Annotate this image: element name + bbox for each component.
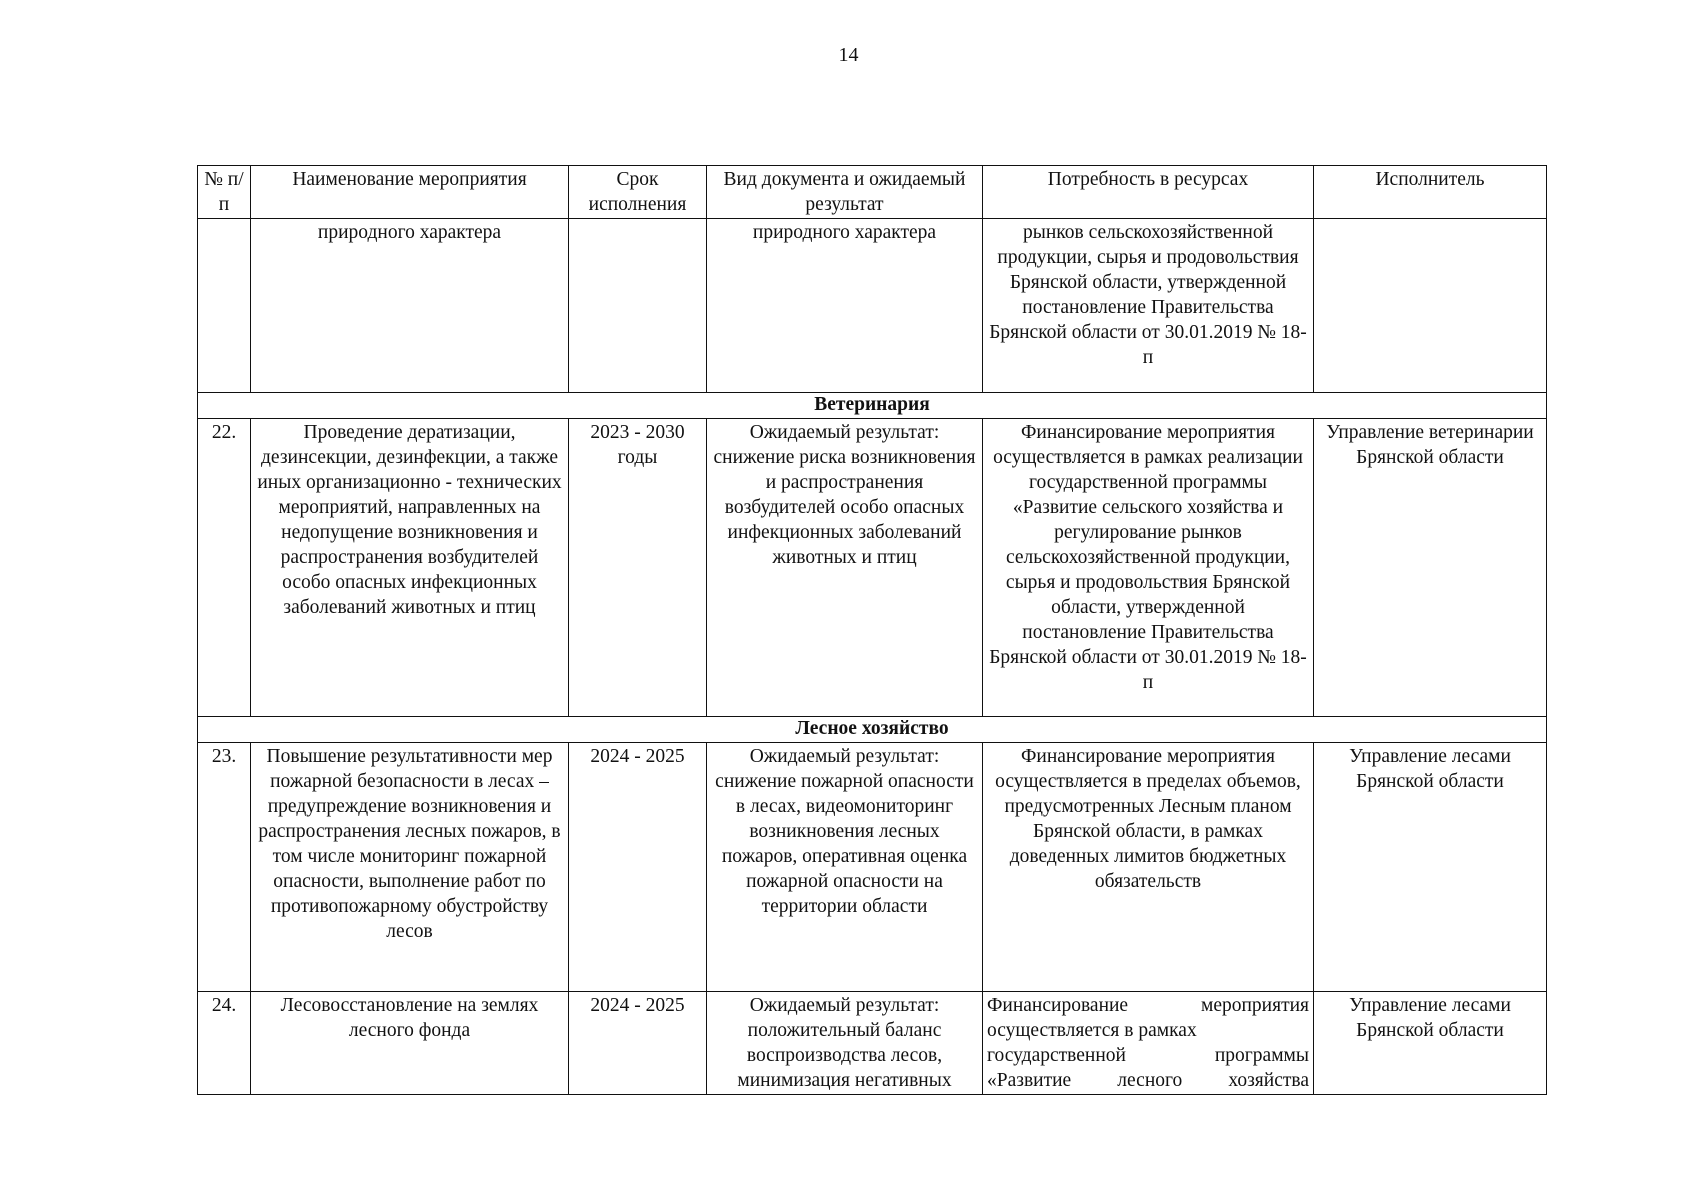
cell-term — [569, 219, 707, 393]
cell-name: Повышение результативности мер пожарной безопасности в лесах – предупреждение возникновения и распространения лесных пожаров, в том числе мониторинг пожарной опасности, выполнение работ по противопожарному обустройству лесов — [251, 743, 569, 992]
cell-resources — [983, 992, 1314, 1095]
cell-executor: Управление ветеринарии Брянской области — [1314, 419, 1547, 717]
cell-document: Ожидаемый результат: снижение риска возникновения и распространения возбудителей особо опасных инфекционных заболеваний животных и птиц — [707, 419, 983, 717]
resources-line: государственной программы — [987, 1045, 1309, 1066]
cell-name: Лесовосстановление на землях лесного фонда — [251, 992, 569, 1095]
page-number: 14 — [838, 44, 859, 66]
resources-line: осуществляется в рамках — [987, 1020, 1197, 1041]
cell-term: 2024 - 2025 — [569, 743, 707, 992]
header-resources: Потребность в ресурсах — [983, 166, 1314, 219]
cell-term: 2023 - 2030 годы — [569, 419, 707, 717]
cell-num: 22. — [198, 419, 251, 717]
header-num: № п/п — [198, 166, 251, 219]
section-row — [198, 393, 1547, 419]
cell-executor: Управление лесами Брянской области — [1314, 743, 1547, 992]
header-executor: Исполнитель — [1314, 166, 1547, 219]
section-row — [198, 717, 1547, 743]
cell-name: природного характера — [251, 219, 569, 393]
resources-line: Финансирование мероприятия — [987, 995, 1309, 1016]
section-title-veterinary: Ветеринария — [198, 393, 1547, 419]
cell-document: природного характера — [707, 219, 983, 393]
cell-term: 2024 - 2025 — [569, 992, 707, 1095]
cell-num: 24. — [198, 992, 251, 1095]
cell-resources: Финансирование мероприятия осуществляется в рамках реализации государственной программы «Развитие сельского хозяйства и регулирование рынков сельскохозяйственной продукции, сырья и продовольствия Брянской области, утвержденной постановление Правительства Брянской области от 30.01.2019 № 18-п — [983, 419, 1314, 717]
table-row — [198, 743, 1547, 992]
section-title-forestry: Лесное хозяйство — [198, 717, 1547, 743]
cell-num: 23. — [198, 743, 251, 992]
header-name: Наименование мероприятия — [251, 166, 569, 219]
header-term: Срок исполнения — [569, 166, 707, 219]
cell-executor: Управление лесами Брянской области — [1314, 992, 1547, 1095]
cell-executor — [1314, 219, 1547, 393]
action-plan-table — [197, 165, 1547, 1095]
cell-document: Ожидаемый результат: положительный баланс воспроизводства лесов, минимизация негативных — [707, 992, 983, 1095]
cell-resources: Финансирование мероприятия осуществляется в пределах объемов, предусмотренных Лесным планом Брянской области, в рамках доведенных лимитов бюджетных обязательств — [983, 743, 1314, 992]
table-header-row — [198, 166, 1547, 219]
cell-document: Ожидаемый результат: снижение пожарной опасности в лесах, видеомониторинг возникновения лесных пожаров, оперативная оценка пожарной опасности на территории области — [707, 743, 983, 992]
resources-line: «Развитие лесного хозяйства — [987, 1070, 1309, 1091]
table-row — [198, 419, 1547, 717]
cell-num — [198, 219, 251, 393]
table-row — [198, 992, 1547, 1095]
header-document: Вид документа и ожидаемый результат — [707, 166, 983, 219]
cell-name: Проведение дератизации, дезинсекции, дезинфекции, а также иных организационно - технических мероприятий, направленных на недопущение возникновения и распространения возбудителей особо опасных инфекционных заболеваний животных и птиц — [251, 419, 569, 717]
cell-resources: рынков сельскохозяйственной продукции, сырья и продовольствия Брянской области, утвержденной постановление Правительства Брянской области от 30.01.2019 № 18-п — [983, 219, 1314, 393]
table-row — [198, 219, 1547, 393]
